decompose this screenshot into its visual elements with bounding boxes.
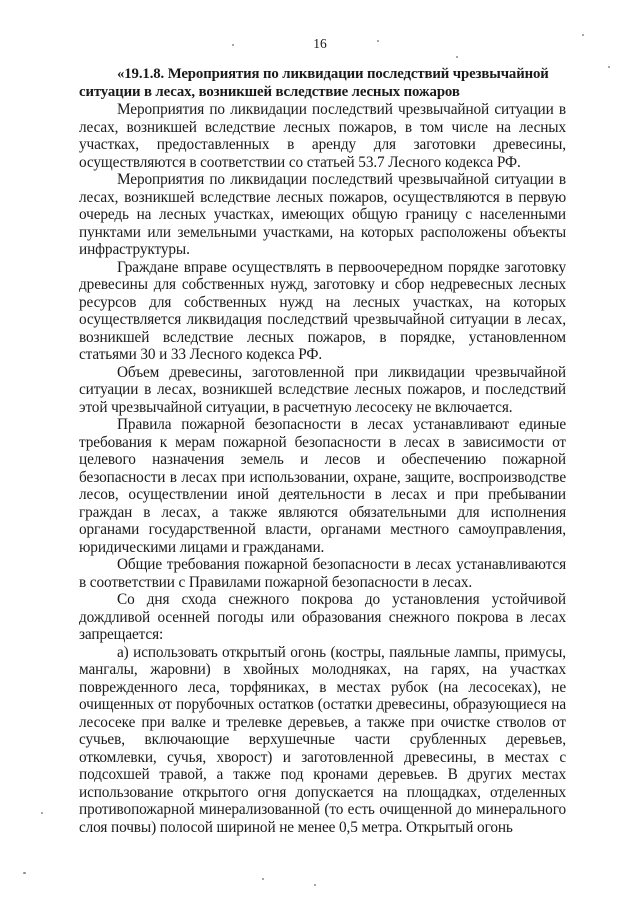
- paragraph: Правила пожарной безопасности в лесах устанавливают единые требования к мерам пожарной безопасности в лесах в зависимости от целевого назначения земель и лесов и обеспечению пожарной безопасности в лесах при использовании, охране, защите, воспроизводстве лесов, осуществлении иной деятельности в лесах и при пребывании граждан в лесах, а также являются обязательными для исполнения органами государственной власти, органами местного самоуправления, юридическими лицами и гражданами.: [79, 416, 566, 556]
- scan-speck: [377, 40, 379, 42]
- paragraph: Со дня схода снежного покрова до установления устойчивой дождливой осенней погоды или образования снежного покрова в лесах запрещается:: [79, 591, 566, 643]
- scan-speck: [41, 812, 43, 814]
- scan-speck: [456, 56, 458, 58]
- paragraph: Общие требования пожарной безопасности в лесах устанавливаются в соответствии с Правилами пожарной безопасности в лесах.: [79, 556, 566, 591]
- section-heading: «19.1.8. Мероприятия по ликвидации последствий чрезвычайной ситуации в лесах, возникшей вследствие лесных пожаров: [79, 66, 549, 100]
- scan-speck: [314, 884, 316, 886]
- paragraph: Мероприятия по ликвидации последствий чрезвычайной ситуации в лесах, возникшей вследствие лесных пожаров, осуществляются в первую очередь на лесных участках, имеющих общую границу с населенными пунктами или земельными участками, на которых расположены объекты инфраструктуры.: [79, 171, 566, 258]
- scan-speck: [262, 878, 264, 880]
- page-number: 16: [313, 36, 327, 51]
- scan-speck: [608, 66, 610, 68]
- paragraph: Граждане вправе осуществлять в первоочередном порядке заготовку древесины для собственных нужд, заготовку и сбор недревесных лесных ресурсов для собственных нужд на лесных участках, на которых осуществляется ликвидация последствий чрезвычайной ситуации в лесах, возникшей вследствие лесных пожаров, в порядке, установленном статьями 30 и 33 Лесного кодекса РФ.: [79, 258, 566, 363]
- paragraph: а) использовать открытый огонь (костры, паяльные лампы, примусы, мангалы, жаровни) в хвойных молодняках, на гарях, на участках поврежденного леса, торфяниках, в местах рубок (на лесосеках), не очищенных от порубочных остатков (остатки древесины, образующиеся на лесосеке при валке и трелевке деревьев, а также при очистке стволов от сучьев, включающие верхушечные части срубленных деревьев, откомлевки, сучья, хворост) и заготовленной древесины, в местах с подсохшей травой, а также под кронами деревьев. В других местах использование открытого огня допускается на площадках, отделенных противопожарной минерализованной (то есть очищенной до минерального слоя почвы) полосой шириной не менее 0,5 метра. Открытый огонь: [79, 643, 566, 836]
- document-body: [79, 66, 566, 836]
- scan-speck: [582, 34, 584, 36]
- paragraph: Мероприятия по ликвидации последствий чрезвычайной ситуации в лесах, возникшей вследствие лесных пожаров, в том числе на лесных участках, предоставленных в аренду для заготовки древесины, осуществляются в соответствии со статьей 53.7 Лесного кодекса РФ.: [79, 101, 566, 171]
- scan-speck: [232, 44, 234, 46]
- scan-speck: [23, 872, 26, 874]
- paragraph: Объем древесины, заготовленной при ликвидации чрезвычайной ситуации в лесах, возникшей вследствие лесных пожаров, и последствий этой чрезвычайной ситуации, в расчетную лесосеку не включается.: [79, 363, 566, 416]
